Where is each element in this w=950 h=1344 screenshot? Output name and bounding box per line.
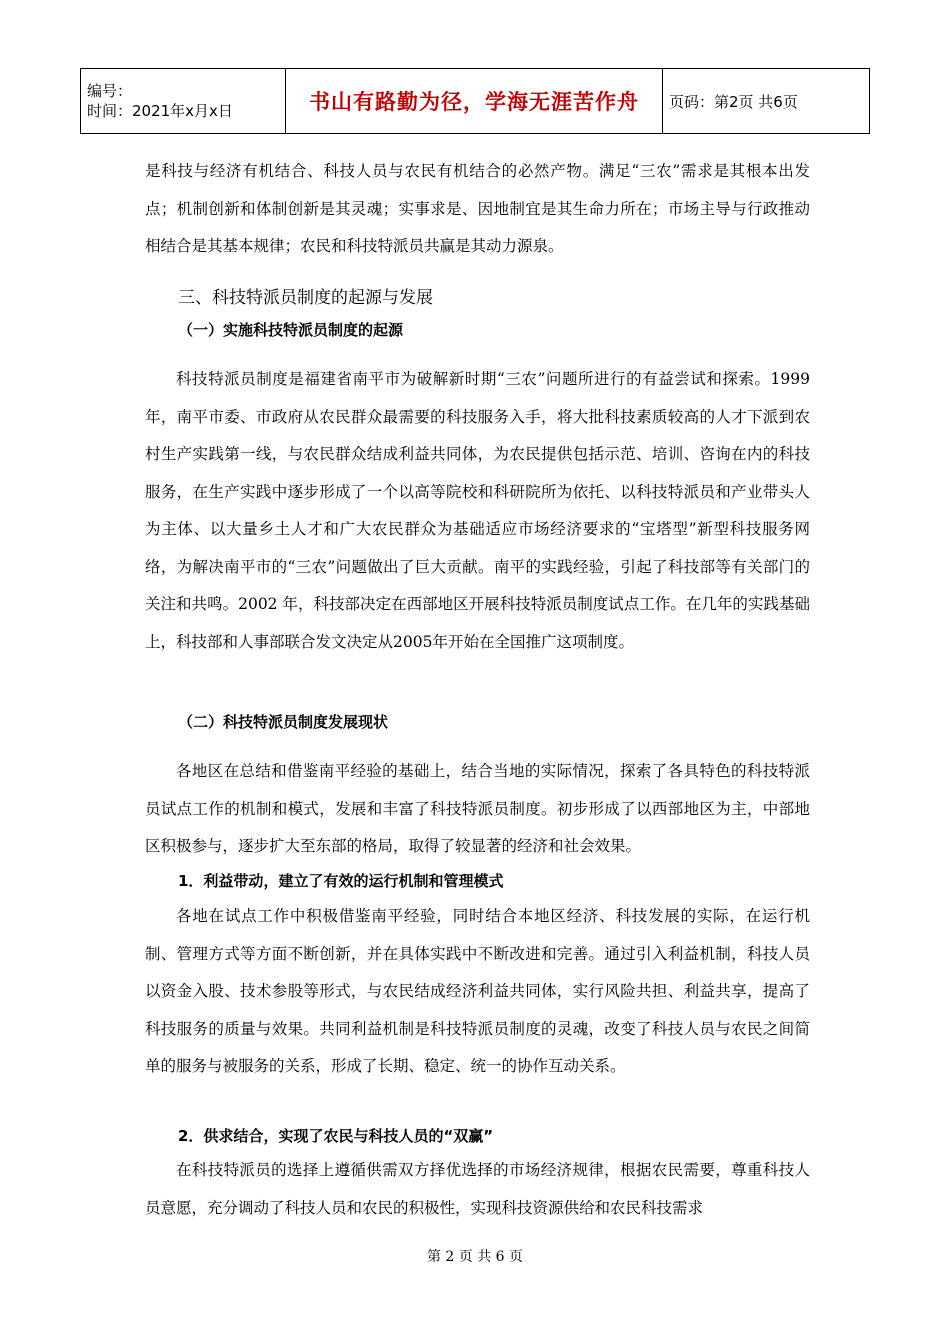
status-paragraph: 各地区在总结和借鉴南平经验的基础上，结合当地的实际情况，探索了各具特色的科技特派员试点工作的机制和模式，发展和丰富了科技特派员制度。初步形成了以西部地区为主，中部地区积极参与，逐步扩大至东部的格局，取得了较显著的经济和社会效果。 [145,762,810,855]
header-motto-cell [286,69,663,134]
header-page-cell [663,69,870,134]
section-3-heading: 三、科技特派员制度的起源与发展 [178,288,433,308]
header-motto: 书山有路勤为径，学海无涯苦作舟 [309,90,639,114]
document-header [80,68,870,134]
origin-paragraph: 科技特派员制度是福建省南平市为破解新时期“三农”问题所进行的有益尝试和探索。1999 年，南平市委、市政府从农民群众最需要的科技服务入手，将大批科技素质较高的人才下派到农村生产实践第一线，与农民群众结成利益共同体，为农民提供包括示范、培训、咨询在内的科技服务，在生产实践中逐步形成了一个以高等院校和科研院所为依托、以科技特派员和产业带头人为主体、以大量乡土人才和广大农民群众为基础适应市场经济要求的“宝塔型”新型科技服务网络，为解决南平市的“三农”问题做出了巨大贡献。南平的实践经验，引起了科技部等有关部门的关注和共鸣。2002 年，科技部决定在西部地区开展科技特派员制度试点工作。在几年的实践基础上，科技部和人事部联合发文决定从2005年开始在全国推广这项制度。 [145,370,810,651]
serial-number-label: 编号： [87,82,133,100]
subsection-2-heading: （二）科技特派员制度发展现状 [178,713,389,731]
point-2-heading: 2．供求结合，实现了农民与科技人员的“双赢” [178,1127,494,1145]
intro-paragraph: 是科技与经济有机结合、科技人员与农民有机结合的必然产物。满足“三农”需求是其根本出发点；机制创新和体制创新是其灵魂；实事求是、因地制宜是其生命力所在；市场主导与行政推动相结合是其基本规律；农民和科技特派员共赢是其动力源泉。 [145,162,810,255]
header-page-code: 页码：第2页 共6页 [669,92,798,111]
point-2-paragraph: 在科技特派员的选择上遵循供需双方择优选择的市场经济规律，根据农民需要，尊重科技人员意愿，充分调动了科技人员和农民的积极性，实现科技资源供给和农民科技需求 [145,1161,810,1217]
header-meta-cell [81,69,286,134]
point-1-heading: 1．利益带动，建立了有效的运行机制和管理模式 [178,872,504,890]
subsection-1-heading: （一）实施科技特派员制度的起源 [178,321,404,339]
date-label: 时间：2021年x月x日 [87,102,233,120]
page-footer: 第 2 页 共 6 页 [426,1249,524,1265]
point-1-paragraph: 各地在试点工作中积极借鉴南平经验，同时结合本地区经济、科技发展的实际，在运行机制、管理方式等方面不断创新，并在具体实践中不断改进和完善。通过引入利益机制，科技人员以资金入股、技术参股等形式，与农民结成经济利益共同体，实行风险共担、利益共享，提高了科技服务的质量与效果。共同利益机制是科技特派员制度的灵魂，改变了科技人员与农民之间简单的服务与被服务的关系，形成了长期、稳定、统一的协作互动关系。 [145,907,810,1075]
